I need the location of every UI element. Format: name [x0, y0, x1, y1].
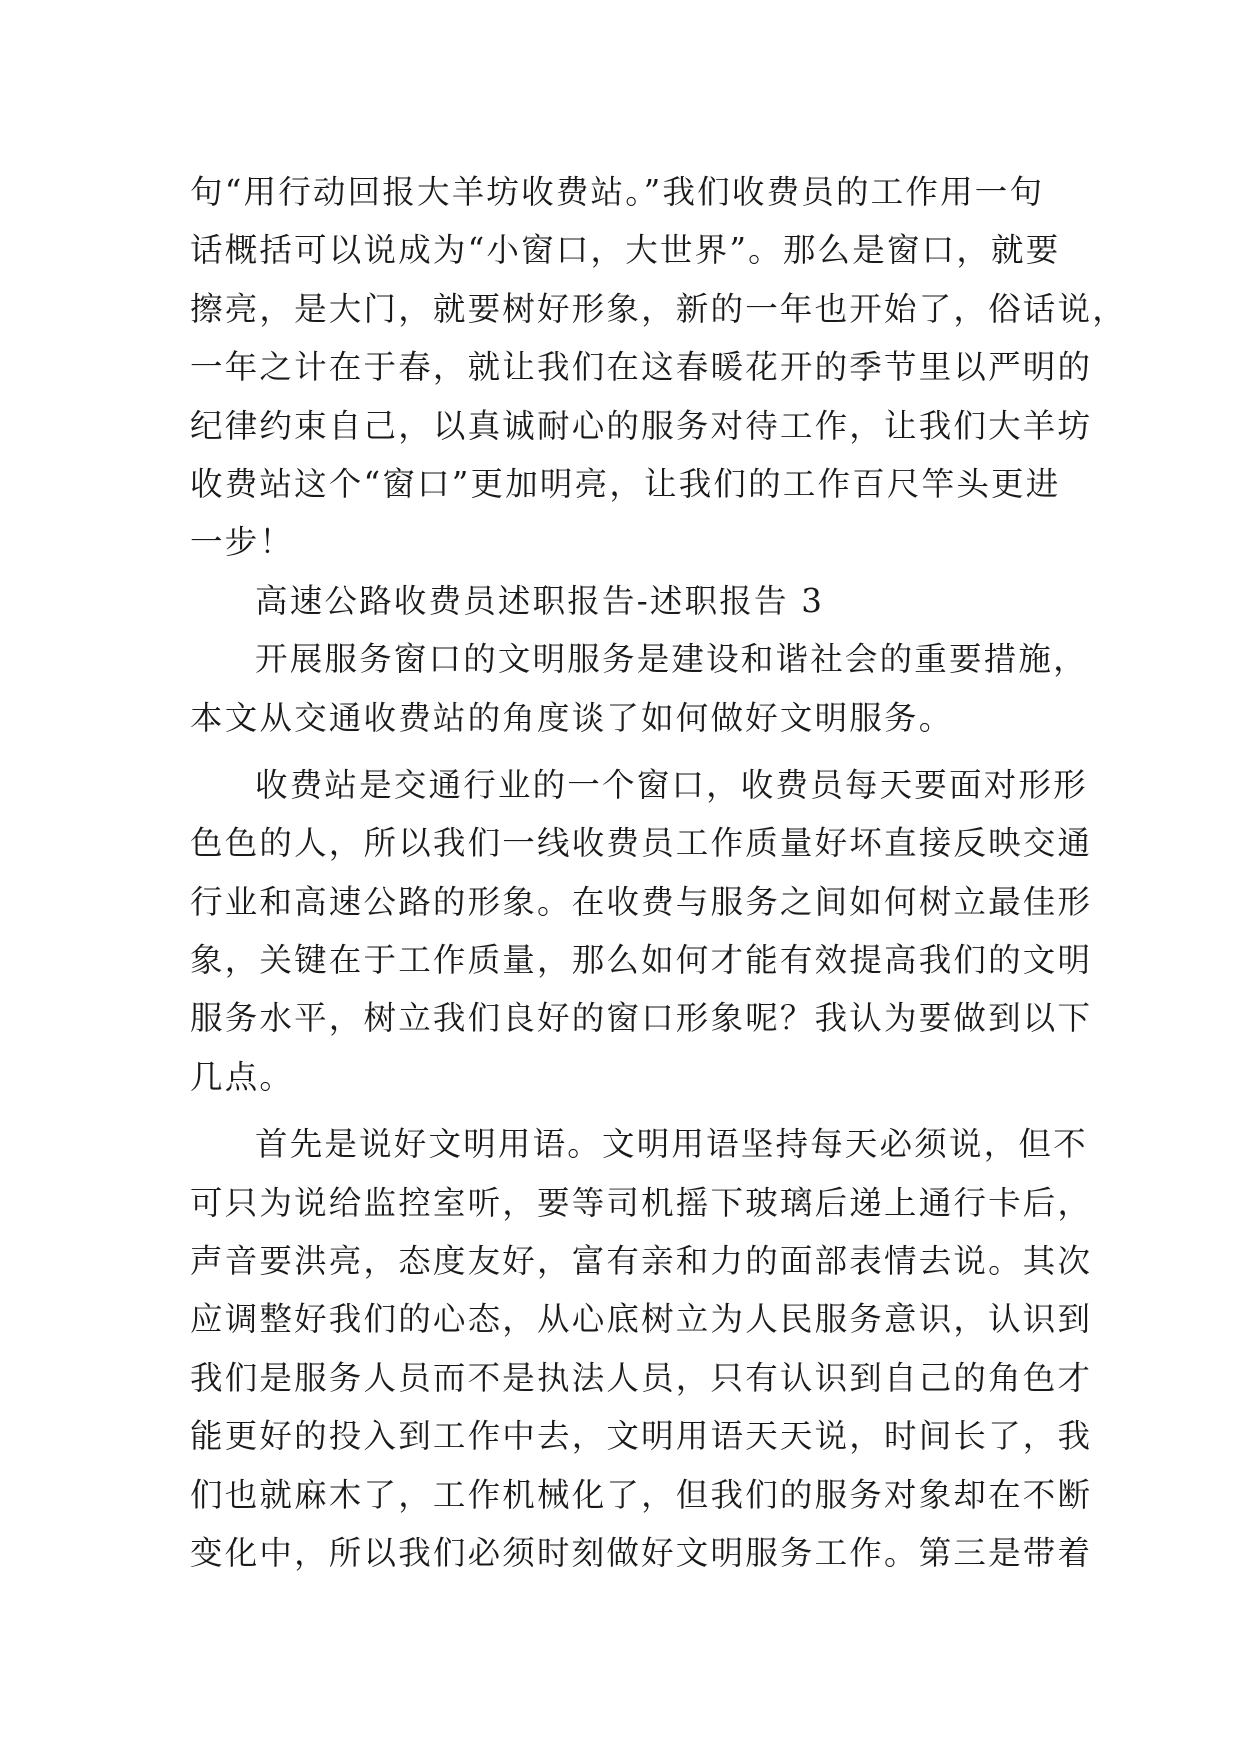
text-line: 服务水平，树立我们良好的窗口形象呢？我认为要做到以下: [190, 999, 1093, 1038]
section-heading: 高速公路收费员述职报告-述职报告 3: [255, 581, 825, 620]
text-line: 收费站这个“窗口”更加明亮，让我们的工作百尺竿头更进: [190, 464, 1061, 503]
text-line: 收费站是交通行业的一个窗口，收费员每天要面对形形: [255, 765, 1088, 804]
text-line: 声音要洪亮，态度友好，富有亲和力的面部表情去说。其次: [190, 1242, 1093, 1281]
text-line: 变化中，所以我们必须时刻做好文明服务工作。第三是带着: [190, 1533, 1093, 1572]
text-line: 纪律约束自己，以真诚耐心的服务对待工作，让我们大羊坊: [190, 406, 1093, 445]
text-line: 一步！: [190, 523, 295, 562]
document-body: [190, 163, 1127, 1582]
text-line: 我们是服务人员而不是执法人员，只有认识到自己的角色才: [190, 1358, 1093, 1397]
text-line: 话概括可以说成为“小窗口，大世界”。那么是窗口，就要: [190, 231, 1061, 270]
text-line: 可只为说给监控室听，要等司机摇下玻璃后递上通行卡后，: [190, 1183, 1093, 1222]
text-line: 色色的人，所以我们一线收费员工作质量好坏直接反映交通: [190, 824, 1093, 863]
text-line: 应调整好我们的心态，从心底树立为人民服务意识，认识到: [190, 1300, 1093, 1339]
continuation-paragraph: [190, 163, 1127, 572]
paragraph-gap: [190, 747, 1050, 756]
text-line: 本文从交通收费站的角度谈了如何做好文明服务。: [190, 698, 954, 737]
text-line: 象，关键在于工作质量，那么如何才能有效提高我们的文明: [190, 941, 1093, 980]
text-line: 句“用行动回报大羊坊收费站。”我们收费员的工作用一句: [190, 173, 1045, 211]
text-line: 一年之计在于春，就让我们在这春暖花开的季节里以严明的: [190, 348, 1093, 387]
paragraph-1: [190, 630, 1088, 747]
text-line: 擦亮，是大门，就要树好形象，新的一年也开始了，俗话说，: [190, 289, 1127, 328]
text-line: 行业和高速公路的形象。在收费与服务之间如何树立最佳形: [190, 882, 1093, 921]
text-line: 几点。: [190, 1057, 295, 1096]
text-line: 首先是说好文明用语。文明用语坚持每天必须说，但不: [255, 1125, 1088, 1164]
paragraph-3: [190, 1115, 1093, 1582]
text-line: 开展服务窗口的文明服务是建设和谐社会的重要措施，: [255, 640, 1088, 679]
text-line: 们也就麻木了，工作机械化了，但我们的服务对象却在不断: [190, 1475, 1093, 1514]
paragraph-gap: [190, 1106, 1050, 1115]
paragraph-2: [190, 756, 1093, 1106]
text-line: 能更好的投入到工作中去，文明用语天天说，时间长了，我: [190, 1417, 1093, 1456]
